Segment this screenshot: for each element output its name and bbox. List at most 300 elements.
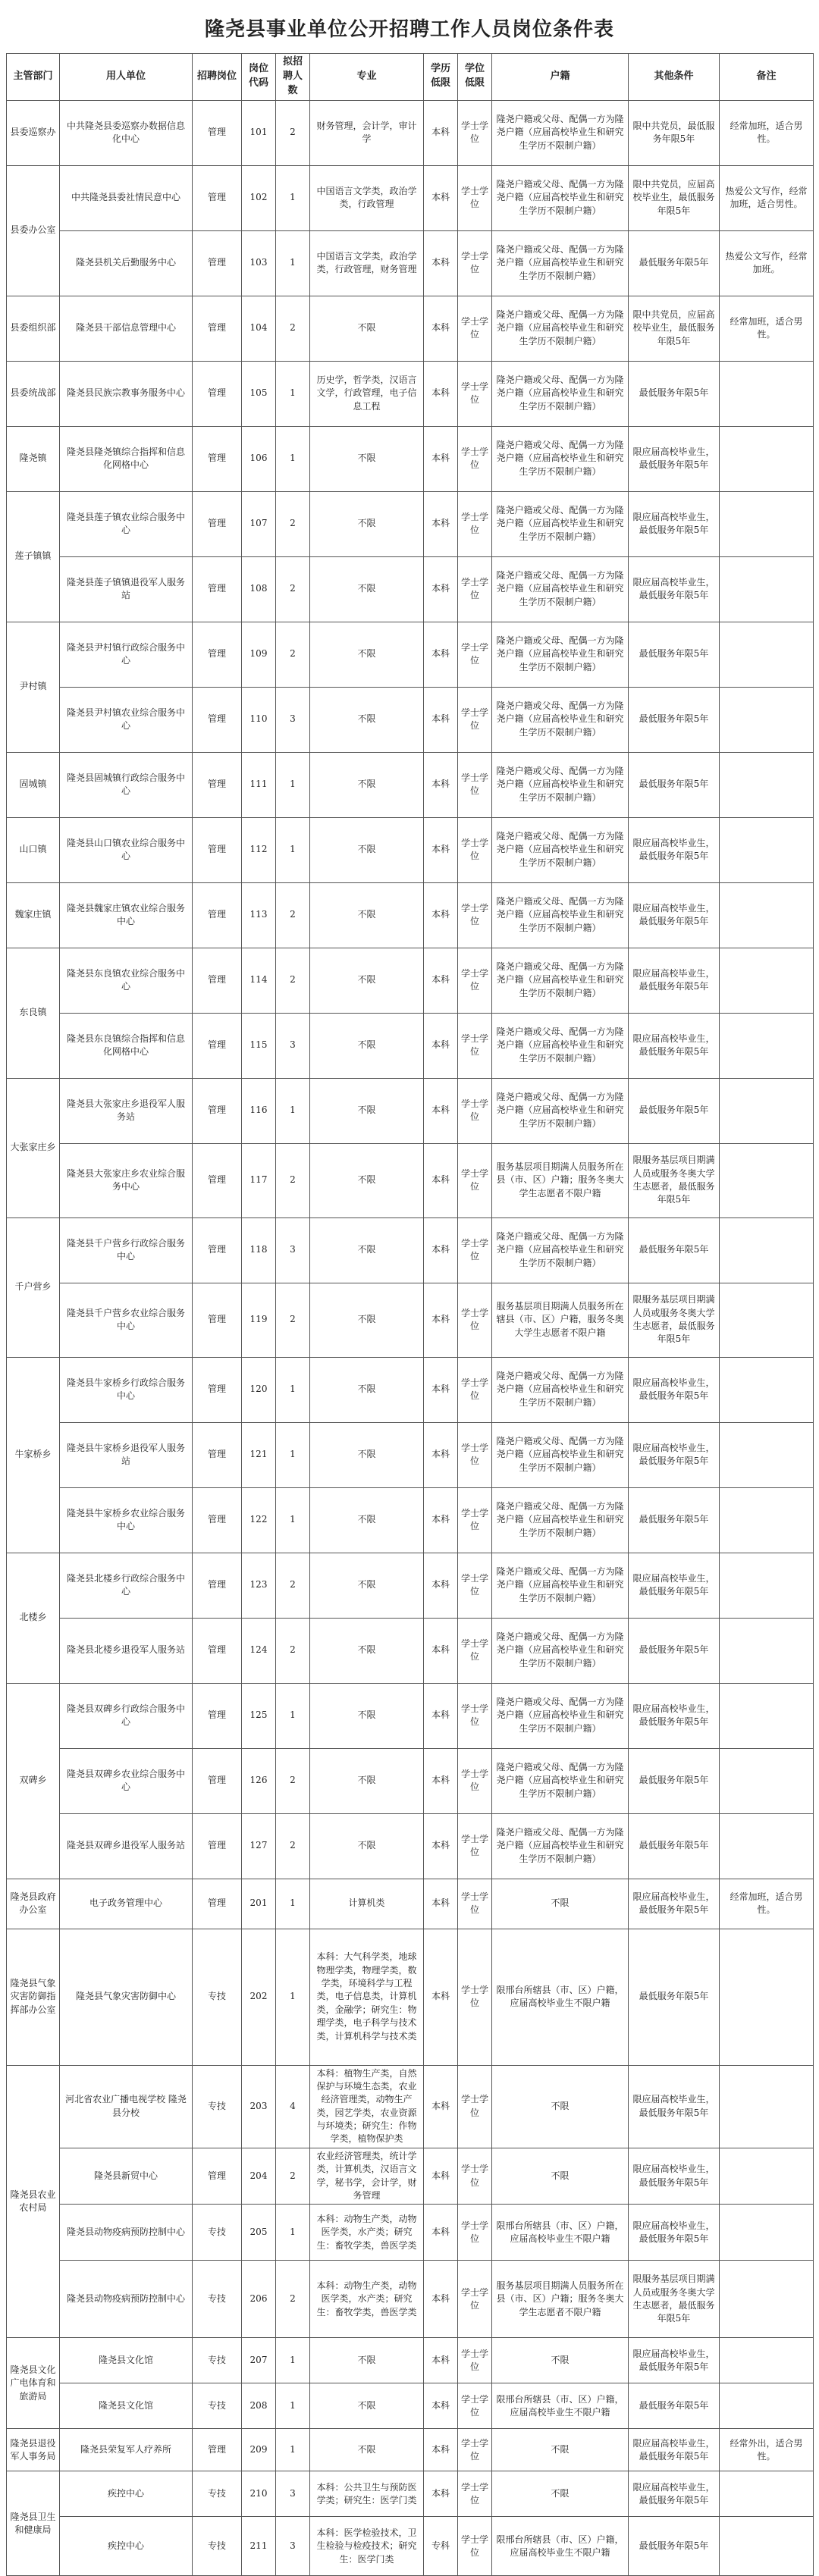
- post-type: 管理: [193, 1422, 242, 1487]
- remarks: [720, 882, 814, 948]
- post-type: 管理: [193, 556, 242, 622]
- hukou: 隆尧户籍或父母、配偶一方为隆尧户籍（应届高校毕业生和研究生学历不限制户籍）: [492, 1813, 629, 1879]
- employer-unit: 隆尧县新贸中心: [60, 2148, 193, 2205]
- other-conditions: 限应届高校毕业生，最低服务年限5年: [629, 1013, 720, 1078]
- major: 计算机类: [310, 1879, 424, 1929]
- col-unit-header: 用人单位: [60, 54, 193, 101]
- education-min: 本科: [424, 2338, 458, 2383]
- other-conditions: 最低服务年限5年: [629, 2517, 720, 2576]
- employer-unit: 疾控中心: [60, 2471, 193, 2517]
- other-conditions: 限应届高校毕业生，最低服务年限5年: [629, 1422, 720, 1487]
- post-code: 118: [242, 1217, 276, 1283]
- department: 大张家庄乡: [7, 1078, 60, 1217]
- degree-min: 学士学位: [458, 2148, 492, 2205]
- table-row: [7, 752, 814, 817]
- department: 牛家桥乡: [7, 1357, 60, 1553]
- other-conditions: 最低服务年限5年: [629, 687, 720, 752]
- remarks: [720, 2338, 814, 2383]
- col-code-header: 岗位代码: [242, 54, 276, 101]
- other-conditions: 限应届高校毕业生，最低服务年限5年: [629, 426, 720, 491]
- post-type: 专技: [193, 2065, 242, 2148]
- degree-min: 学士学位: [458, 1283, 492, 1357]
- major: 不限: [310, 1487, 424, 1553]
- hukou: 隆尧户籍或父母、配偶一方为隆尧户籍（应届高校毕业生和研究生学历不限制户籍）: [492, 426, 629, 491]
- degree-min: 学士学位: [458, 882, 492, 948]
- post-type: 专技: [193, 2471, 242, 2517]
- remarks: [720, 426, 814, 491]
- recruit-count: 1: [276, 1422, 310, 1487]
- education-min: 本科: [424, 491, 458, 556]
- degree-min: 学士学位: [458, 948, 492, 1013]
- post-code: 109: [242, 622, 276, 687]
- table-row: [7, 1283, 814, 1357]
- post-code: 124: [242, 1618, 276, 1683]
- employer-unit: 隆尧县牛家桥乡退役军人服务站: [60, 1422, 193, 1487]
- remarks: 经常加班，适合男性。: [720, 1879, 814, 1929]
- table-row: [7, 296, 814, 361]
- hukou: 隆尧户籍或父母、配偶一方为隆尧户籍（应届高校毕业生和研究生学历不限制户籍）: [492, 817, 629, 882]
- col-num-header: 拟招聘人数: [276, 54, 310, 101]
- remarks: [720, 752, 814, 817]
- recruit-count: 2: [276, 1748, 310, 1813]
- other-conditions: 限应届高校毕业生，最低服务年限5年: [629, 817, 720, 882]
- col-other-header: 其他条件: [629, 54, 720, 101]
- post-code: 122: [242, 1487, 276, 1553]
- education-min: 本科: [424, 361, 458, 426]
- post-type: 管理: [193, 2429, 242, 2471]
- major: 中国语言文学类，政治学类，行政管理: [310, 165, 424, 230]
- department: 隆尧县政府办公室: [7, 1879, 60, 1929]
- post-code: 101: [242, 100, 276, 165]
- hukou: 隆尧户籍或父母、配偶一方为隆尧户籍（应届高校毕业生和研究生学历不限制户籍）: [492, 752, 629, 817]
- department: 固城镇: [7, 752, 60, 817]
- post-type: 管理: [193, 230, 242, 296]
- remarks: [720, 2205, 814, 2261]
- education-min: 本科: [424, 426, 458, 491]
- post-type: 管理: [193, 1553, 242, 1618]
- post-code: 207: [242, 2338, 276, 2383]
- recruit-count: 2: [276, 1618, 310, 1683]
- post-type: 管理: [193, 491, 242, 556]
- major: 不限: [310, 752, 424, 817]
- recruit-count: 2: [276, 1553, 310, 1618]
- post-code: 116: [242, 1078, 276, 1143]
- education-min: 本科: [424, 1422, 458, 1487]
- remarks: 经常外出，适合男性。: [720, 2429, 814, 2471]
- table-row: [7, 426, 814, 491]
- hukou: 隆尧户籍或父母、配偶一方为隆尧户籍（应届高校毕业生和研究生学历不限制户籍）: [492, 556, 629, 622]
- major: 不限: [310, 882, 424, 948]
- other-conditions: 限应届高校毕业生，最低服务年限5年: [629, 1553, 720, 1618]
- education-min: 本科: [424, 1879, 458, 1929]
- post-code: 125: [242, 1683, 276, 1748]
- table-row: [7, 1217, 814, 1283]
- hukou: 不限: [492, 1879, 629, 1929]
- hukou: 隆尧户籍或父母、配偶一方为隆尧户籍（应届高校毕业生和研究生学历不限制户籍）: [492, 1013, 629, 1078]
- post-code: 209: [242, 2429, 276, 2471]
- department: 山口镇: [7, 817, 60, 882]
- degree-min: 学士学位: [458, 1357, 492, 1422]
- post-type: 管理: [193, 361, 242, 426]
- post-type: 管理: [193, 165, 242, 230]
- hukou: 限邢台所辖县（市、区）户籍，应届高校毕业生不限户籍: [492, 1929, 629, 2065]
- employer-unit: 隆尧县双碑乡农业综合服务中心: [60, 1748, 193, 1813]
- table-row: [7, 2148, 814, 2205]
- hukou: 隆尧户籍或父母、配偶一方为隆尧户籍（应届高校毕业生和研究生学历不限制户籍）: [492, 100, 629, 165]
- education-min: 本科: [424, 1813, 458, 1879]
- education-min: 本科: [424, 2383, 458, 2429]
- degree-min: 学士学位: [458, 1078, 492, 1143]
- degree-min: 学士学位: [458, 1553, 492, 1618]
- major: 不限: [310, 2338, 424, 2383]
- employer-unit: 隆尧县北楼乡行政综合服务中心: [60, 1553, 193, 1618]
- education-min: 本科: [424, 1143, 458, 1217]
- post-code: 115: [242, 1013, 276, 1078]
- recruit-count: 1: [276, 1078, 310, 1143]
- degree-min: 学士学位: [458, 1683, 492, 1748]
- other-conditions: 最低服务年限5年: [629, 361, 720, 426]
- remarks: [720, 1143, 814, 1217]
- table-row: [7, 2429, 814, 2471]
- degree-min: 学士学位: [458, 2471, 492, 2517]
- degree-min: 学士学位: [458, 1422, 492, 1487]
- recruit-count: 1: [276, 817, 310, 882]
- other-conditions: 限应届高校毕业生，最低服务年限5年: [629, 882, 720, 948]
- major: 不限: [310, 1013, 424, 1078]
- remarks: [720, 1748, 814, 1813]
- remarks: [720, 2148, 814, 2205]
- education-min: 本科: [424, 752, 458, 817]
- recruit-count: 1: [276, 1683, 310, 1748]
- post-code: 211: [242, 2517, 276, 2576]
- remarks: [720, 1217, 814, 1283]
- recruit-count: 2: [276, 882, 310, 948]
- other-conditions: 最低服务年限5年: [629, 1813, 720, 1879]
- other-conditions: 限中共党员，最低服务年限5年: [629, 100, 720, 165]
- other-conditions: 最低服务年限5年: [629, 1078, 720, 1143]
- education-min: 本科: [424, 1618, 458, 1683]
- remarks: [720, 622, 814, 687]
- degree-min: 学士学位: [458, 361, 492, 426]
- other-conditions: 限中共党员，应届高校毕业生，最低服务年限5年: [629, 296, 720, 361]
- major: 财务管理，会计学，审计学: [310, 100, 424, 165]
- degree-min: 学士学位: [458, 752, 492, 817]
- degree-min: 学士学位: [458, 491, 492, 556]
- other-conditions: 限应届高校毕业生，最低服务年限5年: [629, 2338, 720, 2383]
- department: 隆尧镇: [7, 426, 60, 491]
- table-row: [7, 491, 814, 556]
- other-conditions: 限应届高校毕业生，最低服务年限5年: [629, 1879, 720, 1929]
- employer-unit: 隆尧县文化馆: [60, 2338, 193, 2383]
- post-code: 121: [242, 1422, 276, 1487]
- hukou: 隆尧户籍或父母、配偶一方为隆尧户籍（应届高校毕业生和研究生学历不限制户籍）: [492, 1078, 629, 1143]
- major: 本科：大气科学类，地球物理学类，物理学类，数学类，环境科学与工程类，电子信息类，计算机类，金融学；研究生：物理学类，电子科学与技术类，计算机科学与技术类: [310, 1929, 424, 2065]
- department: 千户营乡: [7, 1217, 60, 1357]
- remarks: [720, 491, 814, 556]
- education-min: 本科: [424, 687, 458, 752]
- hukou: 隆尧户籍或父母、配偶一方为隆尧户籍（应届高校毕业生和研究生学历不限制户籍）: [492, 882, 629, 948]
- education-min: 本科: [424, 1013, 458, 1078]
- degree-min: 学士学位: [458, 1929, 492, 2065]
- employer-unit: 隆尧县千户营乡行政综合服务中心: [60, 1217, 193, 1283]
- employer-unit: 隆尧县莲子镇农业综合服务中心: [60, 491, 193, 556]
- table-row: [7, 2383, 814, 2429]
- major: 中国语言文学类，政治学类，行政管理，财务管理: [310, 230, 424, 296]
- remarks: 经常加班，适合男性。: [720, 100, 814, 165]
- department: 县委组织部: [7, 296, 60, 361]
- major: 不限: [310, 1217, 424, 1283]
- remarks: [720, 1553, 814, 1618]
- employer-unit: 电子政务管理中心: [60, 1879, 193, 1929]
- major: 不限: [310, 1357, 424, 1422]
- employer-unit: 隆尧县北楼乡退役军人服务站: [60, 1618, 193, 1683]
- hukou: 隆尧户籍或父母、配偶一方为隆尧户籍（应届高校毕业生和研究生学历不限制户籍）: [492, 1553, 629, 1618]
- table-row: [7, 882, 814, 948]
- education-min: 本科: [424, 230, 458, 296]
- table-row: [7, 1618, 814, 1683]
- table-row: [7, 2338, 814, 2383]
- employer-unit: 隆尧县动物疫病预防控制中心: [60, 2261, 193, 2338]
- major: 不限: [310, 817, 424, 882]
- table-row: [7, 100, 814, 165]
- employer-unit: 隆尧县固城镇行政综合服务中心: [60, 752, 193, 817]
- major: 不限: [310, 1422, 424, 1487]
- hukou: 隆尧户籍或父母、配偶一方为隆尧户籍（应届高校毕业生和研究生学历不限制户籍）: [492, 1357, 629, 1422]
- remarks: [720, 556, 814, 622]
- employer-unit: 隆尧县动物疫病预防控制中心: [60, 2205, 193, 2261]
- education-min: 本科: [424, 2429, 458, 2471]
- recruit-count: 1: [276, 165, 310, 230]
- education-min: 本科: [424, 296, 458, 361]
- education-min: 本科: [424, 1929, 458, 2065]
- post-type: 专技: [193, 2517, 242, 2576]
- degree-min: 学士学位: [458, 2338, 492, 2383]
- post-type: 管理: [193, 817, 242, 882]
- post-code: 126: [242, 1748, 276, 1813]
- major: 农业经济管理类，统计学类，计算机类，汉语言文学，秘书学，会计学，财务管理: [310, 2148, 424, 2205]
- post-code: 103: [242, 230, 276, 296]
- post-code: 106: [242, 426, 276, 491]
- remarks: [720, 817, 814, 882]
- post-type: 管理: [193, 948, 242, 1013]
- degree-min: 学士学位: [458, 230, 492, 296]
- recruit-count: 2: [276, 622, 310, 687]
- post-code: 127: [242, 1813, 276, 1879]
- table-row: [7, 165, 814, 230]
- degree-min: 学士学位: [458, 1813, 492, 1879]
- other-conditions: 限服务基层项目期满人员或服务冬奥大学生志愿者，最低服务年限5年: [629, 1283, 720, 1357]
- other-conditions: 限应届高校毕业生，最低服务年限5年: [629, 2148, 720, 2205]
- major: 不限: [310, 1618, 424, 1683]
- recruit-count: 3: [276, 1217, 310, 1283]
- education-min: 本科: [424, 556, 458, 622]
- other-conditions: 最低服务年限5年: [629, 622, 720, 687]
- degree-min: 学士学位: [458, 296, 492, 361]
- recruit-count: 4: [276, 2065, 310, 2148]
- post-type: 管理: [193, 1748, 242, 1813]
- remarks: [720, 948, 814, 1013]
- col-deg-header: 学位低限: [458, 54, 492, 101]
- post-type: 管理: [193, 1013, 242, 1078]
- hukou: 限邢台所辖县（市、区）户籍，应届高校毕业生不限户籍: [492, 2205, 629, 2261]
- education-min: 本科: [424, 2471, 458, 2517]
- degree-min: 学士学位: [458, 2261, 492, 2338]
- remarks: [720, 2065, 814, 2148]
- post-type: 管理: [193, 426, 242, 491]
- hukou: 隆尧户籍或父母、配偶一方为隆尧户籍（应届高校毕业生和研究生学历不限制户籍）: [492, 361, 629, 426]
- remarks: [720, 2261, 814, 2338]
- employer-unit: 隆尧县尹村镇农业综合服务中心: [60, 687, 193, 752]
- major: 不限: [310, 1553, 424, 1618]
- table-row: [7, 1683, 814, 1748]
- recruit-count: 3: [276, 687, 310, 752]
- department: 尹村镇: [7, 622, 60, 752]
- remarks: [720, 1283, 814, 1357]
- other-conditions: 限应届高校毕业生，最低服务年限5年: [629, 2471, 720, 2517]
- recruit-count: 1: [276, 2338, 310, 2383]
- other-conditions: 限应届高校毕业生，最低服务年限5年: [629, 491, 720, 556]
- recruit-count: 3: [276, 1013, 310, 1078]
- post-type: 专技: [193, 2338, 242, 2383]
- remarks: 热爱公文写作，经常加班，适合男性。: [720, 165, 814, 230]
- remarks: [720, 1813, 814, 1879]
- hukou: 隆尧户籍或父母、配偶一方为隆尧户籍（应届高校毕业生和研究生学历不限制户籍）: [492, 622, 629, 687]
- department: 县委统战部: [7, 361, 60, 426]
- employer-unit: 河北省农业广播电视学校 隆尧县分校: [60, 2065, 193, 2148]
- education-min: 本科: [424, 100, 458, 165]
- degree-min: 学士学位: [458, 1879, 492, 1929]
- other-conditions: 限应届高校毕业生，最低服务年限5年: [629, 2429, 720, 2471]
- education-min: 本科: [424, 2261, 458, 2338]
- other-conditions: 限应届高校毕业生，最低服务年限5年: [629, 556, 720, 622]
- col-edu-header: 学历低限: [424, 54, 458, 101]
- employer-unit: 隆尧县荣复军人疗养所: [60, 2429, 193, 2471]
- education-min: 本科: [424, 948, 458, 1013]
- post-type: 管理: [193, 1879, 242, 1929]
- hukou: 隆尧户籍或父母、配偶一方为隆尧户籍（应届高校毕业生和研究生学历不限制户籍）: [492, 230, 629, 296]
- education-min: 专科: [424, 2517, 458, 2576]
- table-row: [7, 2261, 814, 2338]
- hukou: 不限: [492, 2471, 629, 2517]
- employer-unit: 隆尧县大张家庄乡农业综合服务中心: [60, 1143, 193, 1217]
- col-post-header: 招聘岗位: [193, 54, 242, 101]
- hukou: 服务基层项目期满人员服务所在县（市、区）户籍；服务冬奥大学生志愿者不限户籍: [492, 1143, 629, 1217]
- major: 不限: [310, 1143, 424, 1217]
- major: 本科：植物生产类，自然保护与环境生态类，农业经济管理类，动物生产类，园艺学类，农业资源与环境类；研究生：作物学类，植物保护类: [310, 2065, 424, 2148]
- remarks: [720, 361, 814, 426]
- degree-min: 学士学位: [458, 687, 492, 752]
- major: 本科：动物生产类，动物医学类，水产类；研究生：畜牧学类，兽医学类: [310, 2261, 424, 2338]
- degree-min: 学士学位: [458, 1217, 492, 1283]
- post-type: 管理: [193, 752, 242, 817]
- recruit-count: 2: [276, 2261, 310, 2338]
- remarks: [720, 2471, 814, 2517]
- major: 不限: [310, 1078, 424, 1143]
- post-code: 208: [242, 2383, 276, 2429]
- recruit-count: 1: [276, 752, 310, 817]
- employer-unit: 隆尧县双碑乡退役军人服务站: [60, 1813, 193, 1879]
- post-code: 113: [242, 882, 276, 948]
- post-type: 管理: [193, 1143, 242, 1217]
- hukou: 隆尧户籍或父母、配偶一方为隆尧户籍（应届高校毕业生和研究生学历不限制户籍）: [492, 1217, 629, 1283]
- education-min: 本科: [424, 882, 458, 948]
- recruit-count: 1: [276, 230, 310, 296]
- recruit-count: 1: [276, 2205, 310, 2261]
- degree-min: 学士学位: [458, 2383, 492, 2429]
- recruit-count: 1: [276, 1487, 310, 1553]
- table-row: [7, 1879, 814, 1929]
- other-conditions: 最低服务年限5年: [629, 1217, 720, 1283]
- employer-unit: 隆尧县山口镇农业综合服务中心: [60, 817, 193, 882]
- hukou: 隆尧户籍或父母、配偶一方为隆尧户籍（应届高校毕业生和研究生学历不限制户籍）: [492, 165, 629, 230]
- employer-unit: 隆尧县东良镇综合指挥和信息化网格中心: [60, 1013, 193, 1078]
- table-row: [7, 2205, 814, 2261]
- education-min: 本科: [424, 1357, 458, 1422]
- remarks: [720, 1929, 814, 2065]
- department: 隆尧县卫生和健康局: [7, 2471, 60, 2576]
- post-type: 专技: [193, 2383, 242, 2429]
- recruit-count: 2: [276, 100, 310, 165]
- post-code: 210: [242, 2471, 276, 2517]
- post-type: 管理: [193, 1283, 242, 1357]
- post-code: 202: [242, 1929, 276, 2065]
- post-code: 203: [242, 2065, 276, 2148]
- hukou: 隆尧户籍或父母、配偶一方为隆尧户籍（应届高校毕业生和研究生学历不限制户籍）: [492, 1487, 629, 1553]
- education-min: 本科: [424, 1283, 458, 1357]
- post-code: 112: [242, 817, 276, 882]
- hukou: 限邢台所辖县（市、区）户籍，应届高校毕业生不限户籍: [492, 2517, 629, 2576]
- remarks: [720, 1357, 814, 1422]
- major: 不限: [310, 2429, 424, 2471]
- other-conditions: 限应届高校毕业生，最低服务年限5年: [629, 1357, 720, 1422]
- employer-unit: 隆尧县大张家庄乡退役军人服务站: [60, 1078, 193, 1143]
- education-min: 本科: [424, 2148, 458, 2205]
- degree-min: 学士学位: [458, 165, 492, 230]
- post-code: 102: [242, 165, 276, 230]
- employer-unit: 隆尧县牛家桥乡农业综合服务中心: [60, 1487, 193, 1553]
- table-row: [7, 1143, 814, 1217]
- major: 不限: [310, 296, 424, 361]
- table-row: [7, 1487, 814, 1553]
- recruit-count: 2: [276, 556, 310, 622]
- major: 不限: [310, 687, 424, 752]
- table-row: [7, 361, 814, 426]
- remarks: [720, 2383, 814, 2429]
- recruit-count: 2: [276, 1283, 310, 1357]
- employer-unit: 隆尧县东良镇农业综合服务中心: [60, 948, 193, 1013]
- remarks: [720, 1422, 814, 1487]
- post-type: 管理: [193, 2148, 242, 2205]
- col-hukou-header: 户籍: [492, 54, 629, 101]
- employer-unit: 隆尧县莲子镇镇退役军人服务站: [60, 556, 193, 622]
- department: 双碑乡: [7, 1683, 60, 1879]
- other-conditions: 限应届高校毕业生，最低服务年限5年: [629, 1683, 720, 1748]
- major: 不限: [310, 1283, 424, 1357]
- recruit-count: 2: [276, 1813, 310, 1879]
- major: 历史学，哲学类，汉语言文学，行政管理，电子信息工程: [310, 361, 424, 426]
- other-conditions: 限中共党员，应届高校毕业生，最低服务年限5年: [629, 165, 720, 230]
- col-major-header: 专业: [310, 54, 424, 101]
- department: 隆尧县气象灾害防御指挥部办公室: [7, 1929, 60, 2065]
- education-min: 本科: [424, 1217, 458, 1283]
- education-min: 本科: [424, 165, 458, 230]
- degree-min: 学士学位: [458, 100, 492, 165]
- post-code: 120: [242, 1357, 276, 1422]
- major: 不限: [310, 622, 424, 687]
- positions-table: [6, 53, 814, 2576]
- employer-unit: 隆尧县民族宗教事务服务中心: [60, 361, 193, 426]
- employer-unit: 中共隆尧县委社情民意中心: [60, 165, 193, 230]
